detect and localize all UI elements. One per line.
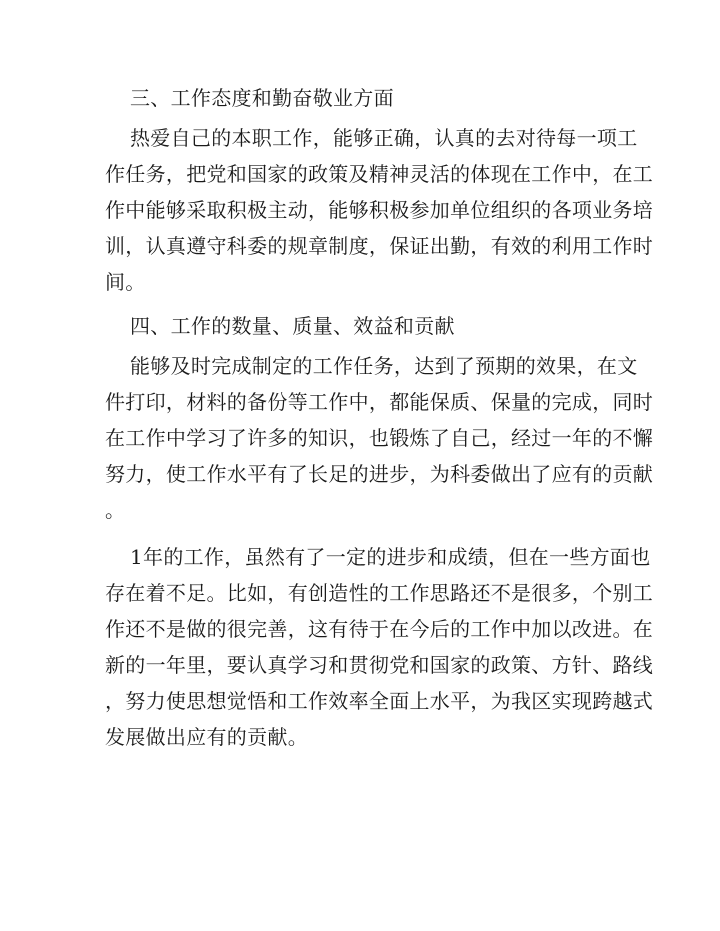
- paragraph-line: 件打印，材料的备份等工作中，都能保质、保量的完成，同时: [105, 390, 654, 414]
- paragraph-line: 在工作中学习了许多的知识，也锻炼了自己，经过一年的不懈: [105, 426, 654, 450]
- paragraph-line: 作任务，把党和国家的政策及精神灵活的体现在工作中，在工: [105, 162, 654, 186]
- paragraph-line: 努力，使工作水平有了长足的进步，为科委做出了应有的贡献: [105, 462, 654, 486]
- paragraph-line: 存在着不足。比如，有创造性的工作思路还不是很多，个别工: [105, 581, 654, 605]
- section-heading-4: 四、工作的数量、质量、效益和贡献: [130, 314, 455, 338]
- paragraph-line: 热爱自己的本职工作，能够正确，认真的去对待每一项工: [130, 126, 638, 150]
- paragraph-line: 作中能够采取积极主动，能够积极参加单位组织的各项业务培: [105, 198, 654, 222]
- paragraph-line: ，努力使思想觉悟和工作效率全面上水平，为我区实现跨越式: [105, 689, 654, 713]
- paragraph-line: 。: [105, 498, 126, 522]
- paragraph-line: 间。: [105, 270, 146, 294]
- paragraph-line: 作还不是做的很完善，这有待于在今后的工作中加以改进。在: [105, 617, 654, 641]
- paragraph-line: 训，认真遵守科委的规章制度，保证出勤，有效的利用工作时: [105, 234, 654, 258]
- paragraph-line: 能够及时完成制定的工作任务，达到了预期的效果，在文: [130, 354, 638, 378]
- paragraph-line: 新的一年里，要认真学习和贯彻党和国家的政策、方针、路线: [105, 653, 654, 677]
- paragraph-line: 发展做出应有的贡献。: [105, 725, 308, 749]
- paragraph-line: 1年的工作，虽然有了一定的进步和成绩，但在一些方面也: [130, 545, 651, 569]
- section-heading-3: 三、工作态度和勤奋敬业方面: [130, 86, 394, 110]
